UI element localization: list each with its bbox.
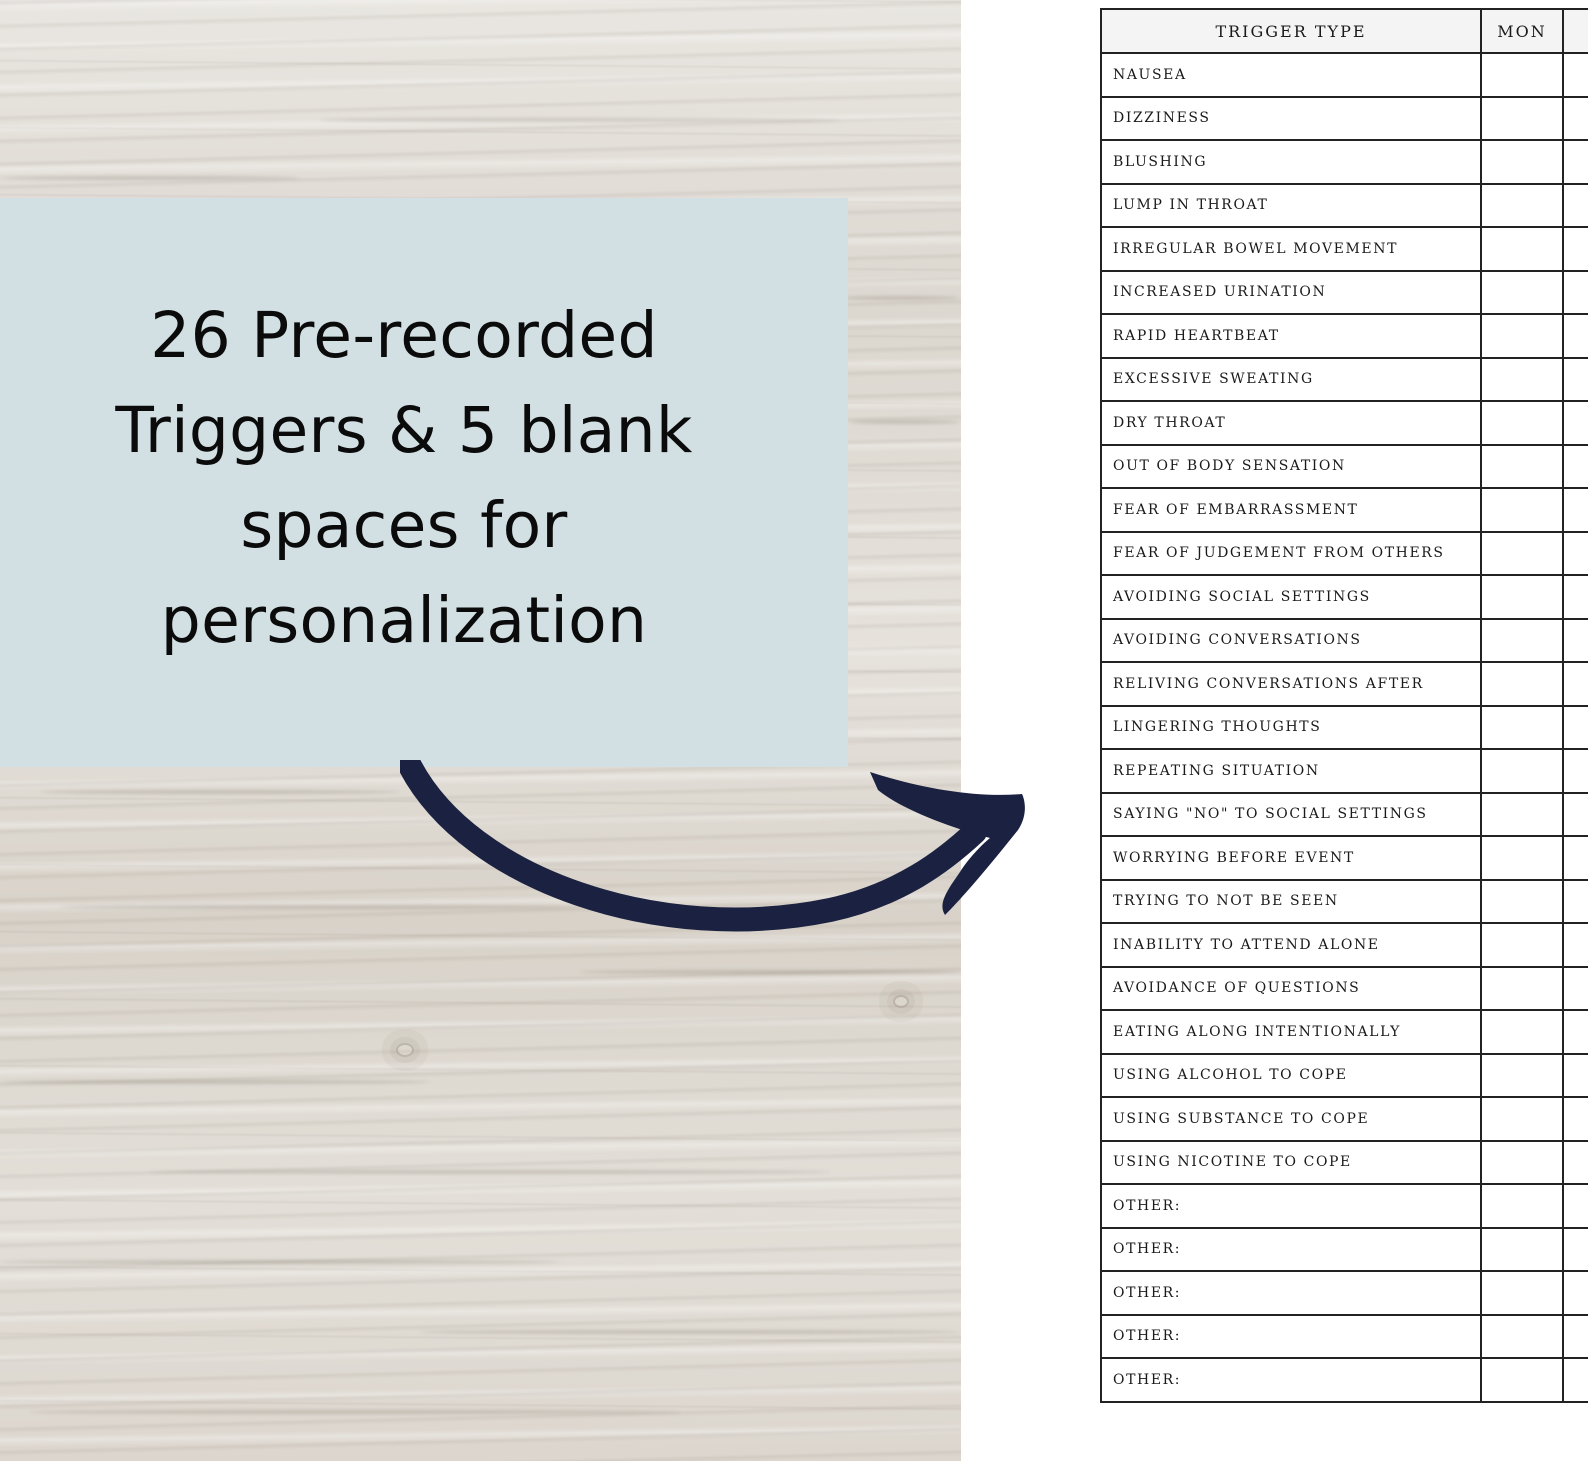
mon-checkbox-cell[interactable] bbox=[1481, 358, 1563, 402]
mon-checkbox-cell[interactable] bbox=[1481, 53, 1563, 97]
next-day-checkbox-cell[interactable] bbox=[1563, 575, 1588, 619]
callout-line: spaces for bbox=[240, 488, 568, 562]
table-row bbox=[1101, 488, 1588, 532]
next-day-checkbox-cell[interactable] bbox=[1563, 445, 1588, 489]
mon-checkbox-cell[interactable] bbox=[1481, 1010, 1563, 1054]
table-row bbox=[1101, 1010, 1588, 1054]
trigger-label: OTHER: bbox=[1101, 1315, 1481, 1359]
trigger-label: EATING ALONG INTENTIONALLY bbox=[1101, 1010, 1481, 1054]
wood-grain bbox=[850, 420, 960, 424]
table-row bbox=[1101, 1358, 1588, 1402]
table-row bbox=[1101, 923, 1588, 967]
header-trigger-type: TRIGGER TYPE bbox=[1101, 9, 1481, 53]
table-row bbox=[1101, 967, 1588, 1011]
next-day-checkbox-cell[interactable] bbox=[1563, 923, 1588, 967]
next-day-checkbox-cell[interactable] bbox=[1563, 1271, 1588, 1315]
callout-text bbox=[84, 288, 724, 668]
wood-grain bbox=[0, 176, 300, 180]
mon-checkbox-cell[interactable] bbox=[1481, 1097, 1563, 1141]
mon-checkbox-cell[interactable] bbox=[1481, 1315, 1563, 1359]
table-row bbox=[1101, 140, 1588, 184]
next-day-checkbox-cell[interactable] bbox=[1563, 358, 1588, 402]
trigger-label: REPEATING SITUATION bbox=[1101, 749, 1481, 793]
trigger-label: RELIVING CONVERSATIONS AFTER bbox=[1101, 662, 1481, 706]
next-day-checkbox-cell[interactable] bbox=[1563, 401, 1588, 445]
next-day-checkbox-cell[interactable] bbox=[1563, 1184, 1588, 1228]
next-day-checkbox-cell[interactable] bbox=[1563, 749, 1588, 793]
table-row bbox=[1101, 271, 1588, 315]
trigger-label: SAYING "NO" TO SOCIAL SETTINGS bbox=[1101, 793, 1481, 837]
table-row bbox=[1101, 184, 1588, 228]
table-row bbox=[1101, 1141, 1588, 1185]
mon-checkbox-cell[interactable] bbox=[1481, 1184, 1563, 1228]
callout-line: Triggers & 5 blank bbox=[115, 393, 693, 467]
mon-checkbox-cell[interactable] bbox=[1481, 836, 1563, 880]
mon-checkbox-cell[interactable] bbox=[1481, 662, 1563, 706]
mon-checkbox-cell[interactable] bbox=[1481, 1141, 1563, 1185]
trigger-label: LINGERING THOUGHTS bbox=[1101, 706, 1481, 750]
next-day-checkbox-cell[interactable] bbox=[1563, 706, 1588, 750]
next-day-checkbox-cell[interactable] bbox=[1563, 53, 1588, 97]
header-mon: MON bbox=[1481, 9, 1563, 53]
trigger-label: WORRYING BEFORE EVENT bbox=[1101, 836, 1481, 880]
table-row bbox=[1101, 358, 1588, 402]
curved-arrow-icon bbox=[400, 760, 1040, 960]
mon-checkbox-cell[interactable] bbox=[1481, 532, 1563, 576]
table-row bbox=[1101, 1097, 1588, 1141]
mon-checkbox-cell[interactable] bbox=[1481, 880, 1563, 924]
callout-line: personalization bbox=[160, 583, 648, 657]
table-row bbox=[1101, 706, 1588, 750]
next-day-checkbox-cell[interactable] bbox=[1563, 1315, 1588, 1359]
trigger-label: LUMP IN THROAT bbox=[1101, 184, 1481, 228]
trigger-label: INABILITY TO ATTEND ALONE bbox=[1101, 923, 1481, 967]
table-row bbox=[1101, 53, 1588, 97]
trigger-label: DIZZINESS bbox=[1101, 97, 1481, 141]
table-row bbox=[1101, 880, 1588, 924]
table-row bbox=[1101, 1184, 1588, 1228]
trigger-label: OUT OF BODY SENSATION bbox=[1101, 445, 1481, 489]
trigger-label: DRY THROAT bbox=[1101, 401, 1481, 445]
mon-checkbox-cell[interactable] bbox=[1481, 445, 1563, 489]
table-row bbox=[1101, 619, 1588, 663]
next-day-checkbox-cell[interactable] bbox=[1563, 836, 1588, 880]
next-day-checkbox-cell[interactable] bbox=[1563, 1097, 1588, 1141]
table-row bbox=[1101, 532, 1588, 576]
trigger-label: AVOIDING SOCIAL SETTINGS bbox=[1101, 575, 1481, 619]
wood-grain bbox=[840, 296, 960, 300]
trigger-label: USING SUBSTANCE TO COPE bbox=[1101, 1097, 1481, 1141]
next-day-checkbox-cell[interactable] bbox=[1563, 532, 1588, 576]
mon-checkbox-cell[interactable] bbox=[1481, 706, 1563, 750]
mon-checkbox-cell[interactable] bbox=[1481, 1358, 1563, 1402]
table-row bbox=[1101, 1054, 1588, 1098]
trigger-label: FEAR OF EMBARRASSMENT bbox=[1101, 488, 1481, 532]
table-header-row bbox=[1101, 9, 1588, 53]
next-day-checkbox-cell[interactable] bbox=[1563, 793, 1588, 837]
wood-grain bbox=[420, 1330, 960, 1334]
mon-checkbox-cell[interactable] bbox=[1481, 184, 1563, 228]
mon-checkbox-cell[interactable] bbox=[1481, 140, 1563, 184]
trigger-label: OTHER: bbox=[1101, 1184, 1481, 1228]
mon-checkbox-cell[interactable] bbox=[1481, 1271, 1563, 1315]
next-day-checkbox-cell[interactable] bbox=[1563, 1228, 1588, 1272]
next-day-checkbox-cell[interactable] bbox=[1563, 1010, 1588, 1054]
trigger-label: BLUSHING bbox=[1101, 140, 1481, 184]
table-row bbox=[1101, 1228, 1588, 1272]
mon-checkbox-cell[interactable] bbox=[1481, 619, 1563, 663]
mon-checkbox-cell[interactable] bbox=[1481, 967, 1563, 1011]
trigger-label: OTHER: bbox=[1101, 1228, 1481, 1272]
mon-checkbox-cell[interactable] bbox=[1481, 793, 1563, 837]
table-row bbox=[1101, 401, 1588, 445]
wood-knot bbox=[893, 995, 909, 1008]
trigger-label: USING ALCOHOL TO COPE bbox=[1101, 1054, 1481, 1098]
table-row bbox=[1101, 314, 1588, 358]
mon-checkbox-cell[interactable] bbox=[1481, 488, 1563, 532]
mon-checkbox-cell[interactable] bbox=[1481, 271, 1563, 315]
wood-grain bbox=[320, 118, 840, 122]
next-day-checkbox-cell[interactable] bbox=[1563, 488, 1588, 532]
callout-box bbox=[0, 198, 848, 767]
next-day-checkbox-cell[interactable] bbox=[1563, 1054, 1588, 1098]
mon-checkbox-cell[interactable] bbox=[1481, 401, 1563, 445]
next-day-checkbox-cell[interactable] bbox=[1563, 662, 1588, 706]
table-row bbox=[1101, 1271, 1588, 1315]
table-row bbox=[1101, 445, 1588, 489]
wood-grain bbox=[150, 1170, 830, 1174]
table-row bbox=[1101, 793, 1588, 837]
trigger-label: NAUSEA bbox=[1101, 53, 1481, 97]
next-day-checkbox-cell[interactable] bbox=[1563, 314, 1588, 358]
next-day-checkbox-cell[interactable] bbox=[1563, 97, 1588, 141]
table-row bbox=[1101, 1315, 1588, 1359]
next-day-checkbox-cell[interactable] bbox=[1563, 271, 1588, 315]
trigger-table bbox=[1100, 8, 1588, 1403]
table-row bbox=[1101, 749, 1588, 793]
next-day-checkbox-cell[interactable] bbox=[1563, 1141, 1588, 1185]
table-row bbox=[1101, 662, 1588, 706]
next-day-checkbox-cell[interactable] bbox=[1563, 184, 1588, 228]
wood-grain bbox=[0, 1080, 430, 1084]
trigger-label: USING NICOTINE TO COPE bbox=[1101, 1141, 1481, 1185]
callout-line: 26 Pre-recorded bbox=[150, 298, 658, 372]
header-next-day bbox=[1563, 9, 1588, 53]
wood-grain bbox=[580, 970, 960, 974]
next-day-checkbox-cell[interactable] bbox=[1563, 880, 1588, 924]
wood-grain bbox=[40, 790, 400, 794]
mon-checkbox-cell[interactable] bbox=[1481, 1054, 1563, 1098]
mon-checkbox-cell[interactable] bbox=[1481, 97, 1563, 141]
wood-knot bbox=[396, 1043, 414, 1057]
trigger-label: OTHER: bbox=[1101, 1271, 1481, 1315]
trigger-label: FEAR OF JUDGEMENT FROM OTHERS bbox=[1101, 532, 1481, 576]
trigger-label: TRYING TO NOT BE SEEN bbox=[1101, 880, 1481, 924]
mon-checkbox-cell[interactable] bbox=[1481, 227, 1563, 271]
mon-checkbox-cell[interactable] bbox=[1481, 1228, 1563, 1272]
next-day-checkbox-cell[interactable] bbox=[1563, 140, 1588, 184]
trigger-label: AVOIDING CONVERSATIONS bbox=[1101, 619, 1481, 663]
trigger-label: OTHER: bbox=[1101, 1358, 1481, 1402]
mon-checkbox-cell[interactable] bbox=[1481, 749, 1563, 793]
trigger-label: INCREASED URINATION bbox=[1101, 271, 1481, 315]
trigger-tracker-sheet bbox=[1100, 8, 1588, 1461]
trigger-label: EXCESSIVE SWEATING bbox=[1101, 358, 1481, 402]
next-day-checkbox-cell[interactable] bbox=[1563, 619, 1588, 663]
mon-checkbox-cell[interactable] bbox=[1481, 575, 1563, 619]
table-row bbox=[1101, 575, 1588, 619]
wood-grain bbox=[30, 1410, 680, 1414]
next-day-checkbox-cell[interactable] bbox=[1563, 967, 1588, 1011]
table-row bbox=[1101, 97, 1588, 141]
mon-checkbox-cell[interactable] bbox=[1481, 314, 1563, 358]
trigger-label: IRREGULAR BOWEL MOVEMENT bbox=[1101, 227, 1481, 271]
next-day-checkbox-cell[interactable] bbox=[1563, 227, 1588, 271]
trigger-label: RAPID HEARTBEAT bbox=[1101, 314, 1481, 358]
wood-grain bbox=[0, 1260, 560, 1264]
table-row bbox=[1101, 836, 1588, 880]
table-row bbox=[1101, 227, 1588, 271]
trigger-label: AVOIDANCE OF QUESTIONS bbox=[1101, 967, 1481, 1011]
next-day-checkbox-cell[interactable] bbox=[1563, 1358, 1588, 1402]
mon-checkbox-cell[interactable] bbox=[1481, 923, 1563, 967]
